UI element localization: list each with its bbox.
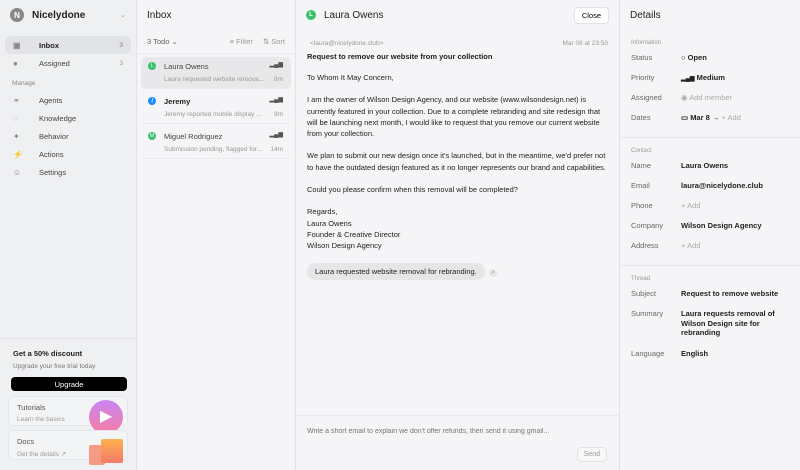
field-label: Name — [631, 161, 652, 170]
inbox-toolbar — [137, 30, 295, 54]
sort-icon: ⇅ — [262, 37, 270, 46]
contact-company: Wilson Design Agency — [681, 221, 762, 230]
details-title: Details — [630, 9, 661, 21]
promo-title: Get a 50% discount — [13, 349, 83, 358]
calendar-icon: ▭ — [681, 113, 689, 122]
conversation-item[interactable] — [141, 92, 291, 124]
sidebar-item-settings[interactable] — [5, 163, 131, 181]
sparkle-icon: ✦ — [13, 131, 20, 141]
expand-arrow-icon[interactable]: ↗ — [490, 269, 495, 276]
email-paragraph: I am the owner of Wilson Design Agency, and our website (www.wilsondesign.net) is currently featured in your collection. Due to a complete rebranding and site redesign that will be launching next month, I would like to request that you remove our current website from your collection. — [307, 95, 601, 139]
docs-card[interactable] — [8, 430, 128, 460]
dates-field[interactable] — [681, 113, 789, 122]
workspace-name: Nicelydone — [32, 9, 86, 21]
sidebar-item-inbox[interactable] — [5, 36, 131, 54]
card-title: Tutorials — [17, 403, 46, 412]
status-value: Open — [687, 53, 707, 62]
assigned-value: Add member — [689, 93, 733, 102]
contact-name: Jeremy — [164, 97, 191, 106]
field-label: Priority — [631, 73, 655, 82]
field-label: Subject — [631, 289, 657, 298]
preview: Laura requested website remova... — [164, 76, 265, 83]
email-paragraph: We plan to submit our new design once it's launched, but in the meantime, we'd prefer not to have the outdated design featured as it no longer represents our brand and capabilities. — [307, 151, 606, 172]
promo-panel — [0, 338, 136, 470]
count: 3 — [119, 41, 123, 49]
add-date-button[interactable]: + Add — [721, 113, 741, 122]
label: Actions — [39, 149, 64, 159]
sidebar-item-knowledge[interactable] — [5, 109, 131, 127]
avatar: M — [149, 133, 155, 139]
count: 3 — [119, 59, 123, 67]
promo-subtitle: Upgrade your free trial today — [13, 363, 96, 370]
label: Assigned — [39, 58, 70, 68]
conversation-item[interactable] — [141, 57, 291, 89]
field-label: Language — [631, 349, 665, 358]
email-greeting: To Whom It May Concern, — [307, 73, 394, 82]
circle-icon: ○ — [681, 53, 686, 62]
email-paragraph: Could you please confirm when this removal will be completed? — [307, 185, 518, 195]
field-label: Summary — [631, 309, 664, 318]
email-signature — [307, 206, 608, 251]
field-label: Assigned — [631, 93, 662, 102]
field-label: Dates — [631, 113, 651, 122]
sig-line: Regards, — [307, 207, 338, 217]
thread-language: English — [681, 349, 709, 358]
contact-name: Laura Owens — [681, 161, 729, 170]
inbox-panel — [137, 0, 296, 470]
priority-icon: ▂▄▆ — [269, 62, 283, 68]
add-address-button[interactable]: + Add — [681, 241, 701, 250]
sig-line: Laura Owens — [307, 218, 352, 228]
play-icon: ▶ — [89, 400, 123, 434]
avatar: L — [148, 62, 156, 70]
assign-member-button[interactable] — [681, 93, 789, 102]
send-button[interactable]: Send — [577, 447, 607, 462]
sender-email: <laura@nicelydone.club> — [310, 40, 384, 47]
doc-thumbnail-icon — [101, 439, 123, 463]
composer-input[interactable] — [307, 428, 608, 435]
contact-email: laura@nicelydone.club — [681, 181, 763, 190]
sidebar-item-agents[interactable] — [5, 91, 131, 109]
composer — [296, 415, 619, 470]
filter-icon: ≡ — [229, 37, 235, 46]
status-field[interactable] — [681, 53, 789, 62]
todo-label: 3 Todo — [147, 37, 170, 46]
settings-icon: ☺ — [13, 167, 22, 177]
card-subtitle: Learn the basics — [17, 416, 65, 423]
field-label: Address — [631, 241, 659, 250]
workspace-avatar: N — [10, 8, 24, 22]
thread-subject: Request to remove website — [681, 289, 779, 298]
link-icon: ⚭ — [13, 95, 20, 105]
filter-button[interactable] — [230, 37, 253, 46]
label: Inbox — [39, 40, 59, 50]
section-title: Thread — [631, 276, 651, 282]
sidebar — [0, 0, 137, 470]
section-title: Contact — [631, 148, 652, 154]
user-icon: ◉ — [681, 93, 688, 102]
sidebar-item-actions[interactable] — [5, 145, 131, 163]
add-label: Add — [687, 201, 701, 210]
chevron-down-icon: ⌄ — [120, 12, 126, 19]
sender-name: Laura Owens — [324, 9, 384, 21]
time: 14m — [270, 146, 283, 153]
section-label: Manage — [12, 80, 36, 87]
upgrade-button[interactable]: Upgrade — [11, 377, 127, 391]
priority-icon: ▂▄▆ — [269, 97, 283, 103]
card-title: Docs — [17, 437, 35, 446]
conversation-item[interactable] — [141, 127, 291, 159]
arrow-right-icon: → — [711, 113, 720, 122]
sort-button[interactable] — [263, 37, 285, 46]
sidebar-item-assigned[interactable] — [5, 54, 131, 72]
summary-chip: Laura requested website removal for rebranding. — [307, 263, 485, 280]
field-label: Status — [631, 53, 653, 62]
add-phone-button[interactable]: + Add — [681, 201, 701, 210]
assigned-icon: ● — [13, 58, 18, 68]
time: 9m — [273, 111, 283, 118]
inbox-title: Inbox — [147, 9, 172, 21]
card-subtitle: Get the details ↗ — [17, 451, 67, 458]
thread-section — [620, 266, 800, 373]
priority-field[interactable] — [681, 73, 789, 82]
sidebar-item-behavior[interactable] — [5, 127, 131, 145]
bolt-icon: ⚡ — [13, 149, 23, 159]
contact-section — [620, 138, 800, 266]
section-title: Information — [631, 40, 662, 46]
label: Agents — [39, 95, 63, 105]
sender-avatar: L — [306, 10, 316, 20]
details-panel — [620, 0, 800, 470]
filter-label: Filter — [236, 37, 253, 46]
avatar: J — [148, 97, 156, 105]
priority-icon: ▂▄▆ — [269, 132, 283, 138]
contact-name: Miguel Rodriguez — [164, 132, 223, 141]
contact-name: Laura Owens — [164, 62, 209, 71]
inbox-icon: ▣ — [13, 40, 21, 50]
email-panel — [296, 0, 620, 470]
close-button[interactable]: Close — [574, 7, 609, 24]
priority-icon: ▂▄▆ — [681, 76, 695, 82]
field-label: Phone — [631, 201, 653, 210]
thread-summary: Laura requests removal of Wilson Design site for rebranding — [681, 309, 775, 337]
knowledge-icon: ◌ — [13, 113, 18, 123]
workspace-switcher[interactable] — [0, 0, 136, 30]
sort-label: Sort — [271, 37, 285, 46]
information-section — [620, 30, 800, 138]
label: Knowledge — [39, 113, 77, 123]
todo-filter-dropdown[interactable]: 3 Todo ⌄ — [147, 37, 178, 46]
tutorials-card[interactable] — [8, 396, 128, 426]
field-label: Company — [631, 221, 664, 230]
email-subject: Request to remove our website from your collection — [307, 52, 493, 61]
email-date: Mar 08 at 23:50 — [562, 40, 608, 47]
date-value: Mar 8 — [690, 113, 710, 122]
sig-line: Founder & Creative Director — [307, 229, 401, 239]
preview: Submission pending, flagged for... — [164, 146, 262, 153]
label: Behavior — [39, 131, 69, 141]
sig-line: Wilson Design Agency — [307, 241, 382, 251]
add-label: Add — [727, 113, 741, 122]
add-label: Add — [687, 241, 701, 250]
priority-value: Medium — [696, 73, 725, 82]
field-label: Email — [631, 181, 650, 190]
time: 8m — [273, 76, 283, 83]
preview: Jeremy reported mobile display ... — [164, 111, 262, 118]
label: Settings — [39, 167, 67, 177]
